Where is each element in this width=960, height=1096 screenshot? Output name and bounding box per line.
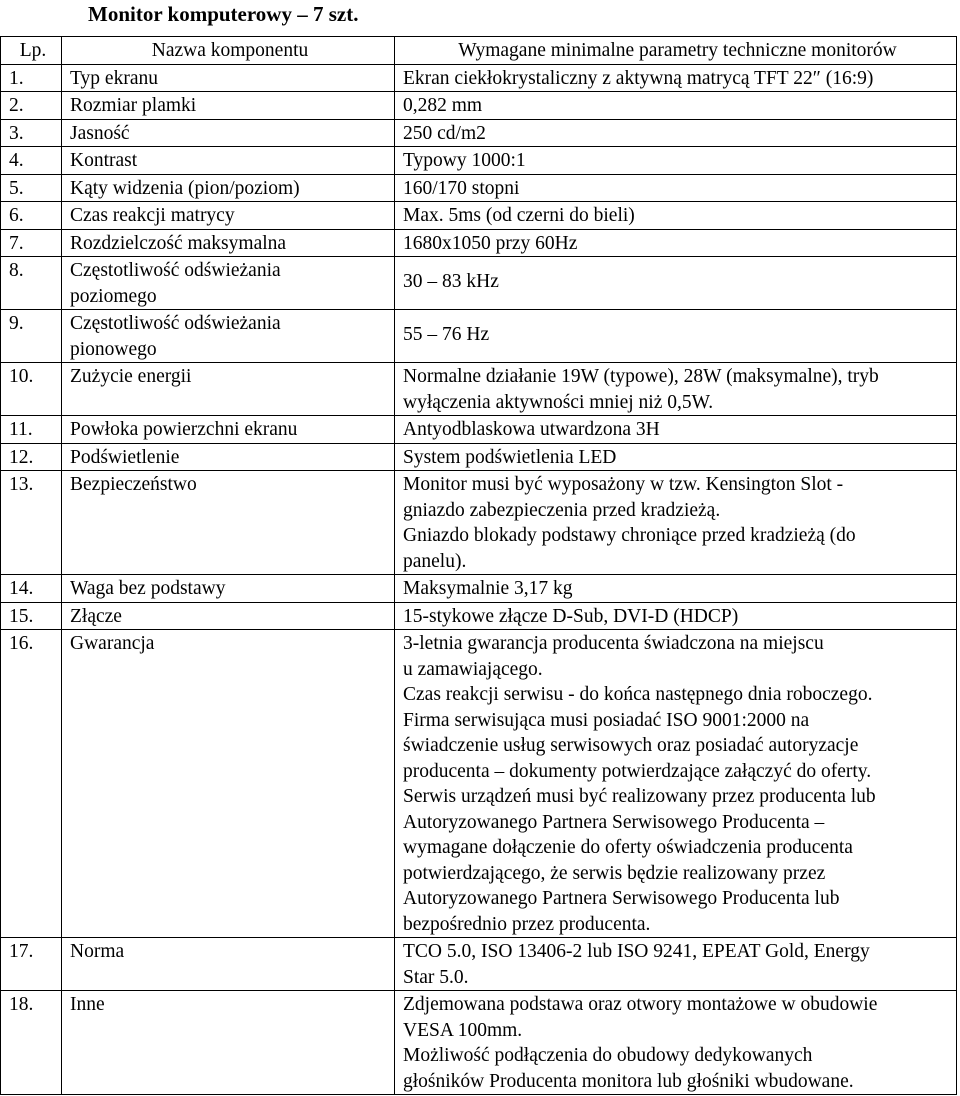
component-name bbox=[62, 229, 395, 257]
header-requirements: Wymagane minimalne parametry techniczne monitorów bbox=[395, 37, 957, 65]
requirement-value bbox=[395, 119, 957, 147]
component-name bbox=[62, 310, 395, 363]
row-number: 18. bbox=[1, 991, 62, 1095]
component-name-line: Kąty widzenia (pion/poziom) bbox=[70, 177, 300, 199]
table-row bbox=[1, 991, 957, 1095]
requirement-value-line: System podświetlenia LED bbox=[403, 446, 617, 468]
component-name bbox=[62, 64, 395, 92]
row-number: 16. bbox=[1, 630, 62, 938]
row-number: 14. bbox=[1, 575, 62, 603]
document-title: Monitor komputerowy – 7 szt. bbox=[88, 2, 359, 26]
requirement-value-line: producenta – dokumenty potwierdzające załączyć do oferty. bbox=[403, 760, 872, 782]
component-name bbox=[62, 471, 395, 575]
component-name bbox=[62, 416, 395, 444]
component-name bbox=[62, 119, 395, 147]
table-row bbox=[1, 257, 957, 310]
requirement-value bbox=[395, 938, 957, 991]
row-number: 13. bbox=[1, 471, 62, 575]
table-row bbox=[1, 575, 957, 603]
requirement-value-line: potwierdzającego, że serwis będzie realizowany przez bbox=[403, 862, 826, 884]
component-name bbox=[62, 630, 395, 938]
requirement-value-line: głośników Producenta monitora lub głośniki wbudowane. bbox=[403, 1070, 854, 1092]
requirement-value-line: 3-letnia gwarancja producenta świadczona na miejscu bbox=[403, 633, 824, 654]
requirement-value-line: świadczenie usług serwisowych oraz posiadać autoryzacje bbox=[403, 735, 859, 756]
row-number: 2. bbox=[1, 92, 62, 120]
requirement-value bbox=[395, 575, 957, 603]
requirement-value-line: Star 5.0. bbox=[403, 966, 469, 988]
table-row bbox=[1, 471, 957, 575]
table-row bbox=[1, 443, 957, 471]
requirement-value-line: 15-stykowe złącze D-Sub, DVI-D (HDCP) bbox=[403, 605, 739, 627]
component-name-line: Częstotliwość odświeżania bbox=[70, 260, 281, 281]
requirement-value bbox=[395, 363, 957, 416]
requirement-value-line: Firma serwisująca musi posiadać ISO 9001:2000 na bbox=[403, 709, 810, 731]
requirement-value-line: Zdjemowana podstawa oraz otwory montażowe w obudowie bbox=[403, 994, 878, 1015]
table-row bbox=[1, 602, 957, 630]
row-number: 15. bbox=[1, 602, 62, 630]
component-name bbox=[62, 575, 395, 603]
row-number: 17. bbox=[1, 938, 62, 991]
requirement-value-line: Gniazdo blokady podstawy chroniące przed kradzieżą (do bbox=[403, 525, 856, 546]
table-row bbox=[1, 174, 957, 202]
component-name-line: Podświetlenie bbox=[70, 446, 180, 468]
requirement-value bbox=[395, 229, 957, 257]
table-row bbox=[1, 630, 957, 938]
requirement-value-line: TCO 5.0, ISO 13406-2 lub ISO 9241, EPEAT Gold, Energy bbox=[403, 941, 870, 962]
requirement-value bbox=[395, 602, 957, 630]
component-name bbox=[62, 257, 395, 310]
table-row bbox=[1, 938, 957, 991]
component-name-line: Złącze bbox=[70, 605, 122, 627]
requirement-value bbox=[395, 471, 957, 575]
requirement-value-line: Monitor musi być wyposażony w tzw. Kensington Slot - bbox=[403, 474, 844, 495]
component-name bbox=[62, 602, 395, 630]
requirement-value bbox=[395, 257, 957, 310]
row-number: 3. bbox=[1, 119, 62, 147]
requirement-value-line: panelu). bbox=[403, 550, 467, 572]
component-name-line: Rozdzielczość maksymalna bbox=[70, 232, 287, 254]
component-name-line: Częstotliwość odświeżania bbox=[70, 313, 281, 334]
row-number: 12. bbox=[1, 443, 62, 471]
requirement-value-line: Normalne działanie 19W (typowe), 28W (maksymalne), tryb bbox=[403, 366, 879, 387]
requirement-value-line: 30 – 83 kHz bbox=[403, 271, 499, 292]
table-header-row bbox=[1, 37, 957, 65]
row-number: 11. bbox=[1, 416, 62, 444]
requirement-value-line: Autoryzowanego Partnera Serwisowego Producenta – bbox=[403, 811, 825, 833]
requirement-value bbox=[395, 147, 957, 175]
requirement-value-line: gniazdo zabezpieczenia przed kradzieżą. bbox=[403, 499, 721, 521]
requirement-value-line: Autoryzowanego Partnera Serwisowego Producenta lub bbox=[403, 888, 840, 909]
requirement-value-line: Antyodblaskowa utwardzona 3H bbox=[403, 419, 660, 440]
requirement-value bbox=[395, 416, 957, 444]
header-lp: Lp. bbox=[1, 37, 62, 65]
component-name-line: Jasność bbox=[70, 122, 130, 144]
requirement-value-line: Serwis urządzeń musi być realizowany przez producenta lub bbox=[403, 786, 876, 807]
requirement-value-line: wymagane dołączenie do oferty oświadczenia producenta bbox=[403, 837, 853, 858]
requirement-value bbox=[395, 630, 957, 938]
requirement-value-line: Możliwość podłączenia do obudowy dedykowanych bbox=[403, 1045, 813, 1066]
requirement-value-line: u zamawiającego. bbox=[403, 658, 543, 680]
requirement-value bbox=[395, 991, 957, 1095]
table-row bbox=[1, 147, 957, 175]
table-row bbox=[1, 310, 957, 363]
component-name-line: Rozmiar plamki bbox=[70, 95, 197, 116]
row-number: 6. bbox=[1, 202, 62, 230]
requirement-value-line: Ekran ciekłokrystaliczny z aktywną matrycą TFT 22″ (16:9) bbox=[403, 67, 874, 89]
requirement-value-line: 1680x1050 przy 60Hz bbox=[403, 232, 578, 254]
row-number: 7. bbox=[1, 229, 62, 257]
requirement-value bbox=[395, 64, 957, 92]
requirement-value-line: 55 – 76 Hz bbox=[403, 324, 490, 345]
requirement-value-line: 0,282 mm bbox=[403, 95, 483, 116]
requirement-value-line: Maksymalnie 3,17 kg bbox=[403, 578, 573, 599]
component-name-line: Typ ekranu bbox=[70, 67, 158, 89]
component-name-line: poziomego bbox=[70, 285, 157, 307]
requirement-value bbox=[395, 310, 957, 363]
requirement-value-line: 250 cd/m2 bbox=[403, 122, 486, 144]
row-number: 10. bbox=[1, 363, 62, 416]
row-number: 5. bbox=[1, 174, 62, 202]
component-name bbox=[62, 202, 395, 230]
row-number: 9. bbox=[1, 310, 62, 363]
table-row bbox=[1, 229, 957, 257]
component-name-line: Zużycie energii bbox=[70, 366, 192, 387]
row-number: 4. bbox=[1, 147, 62, 175]
spec-table-body bbox=[1, 37, 957, 1095]
requirement-value bbox=[395, 443, 957, 471]
component-name-line: Czas reakcji matrycy bbox=[70, 205, 235, 226]
component-name-line: Bezpieczeństwo bbox=[70, 474, 197, 495]
spec-table bbox=[0, 36, 957, 1095]
requirement-value-line: VESA 100mm. bbox=[403, 1019, 523, 1041]
table-row bbox=[1, 363, 957, 416]
component-name-line: Waga bez podstawy bbox=[70, 578, 226, 599]
component-name bbox=[62, 174, 395, 202]
requirement-value bbox=[395, 92, 957, 120]
component-name bbox=[62, 443, 395, 471]
table-row bbox=[1, 416, 957, 444]
component-name bbox=[62, 92, 395, 120]
component-name-line: Inne bbox=[70, 994, 105, 1015]
requirement-value-line: Typowy 1000:1 bbox=[403, 150, 526, 171]
table-row bbox=[1, 119, 957, 147]
requirement-value-line: Max. 5ms (od czerni do bieli) bbox=[403, 205, 635, 226]
component-name bbox=[62, 363, 395, 416]
row-number: 1. bbox=[1, 64, 62, 92]
table-row bbox=[1, 64, 957, 92]
component-name bbox=[62, 147, 395, 175]
component-name-line: Norma bbox=[70, 941, 125, 962]
component-name bbox=[62, 938, 395, 991]
header-component-name: Nazwa komponentu bbox=[62, 37, 395, 65]
requirement-value bbox=[395, 202, 957, 230]
requirement-value bbox=[395, 174, 957, 202]
table-row bbox=[1, 92, 957, 120]
component-name-line: Powłoka powierzchni ekranu bbox=[70, 419, 298, 440]
requirement-value-line: Czas reakcji serwisu - do końca następnego dnia roboczego. bbox=[403, 684, 873, 705]
component-name-line: pionowego bbox=[70, 338, 157, 360]
component-name-line: Kontrast bbox=[70, 150, 138, 171]
requirement-value-line: 160/170 stopni bbox=[403, 177, 520, 199]
component-name-line: Gwarancja bbox=[70, 633, 155, 654]
component-name bbox=[62, 991, 395, 1095]
requirement-value-line: bezpośrednio przez producenta. bbox=[403, 913, 651, 935]
table-row bbox=[1, 202, 957, 230]
requirement-value-line: wyłączenia aktywności mniej niż 0,5W. bbox=[403, 391, 714, 413]
row-number: 8. bbox=[1, 257, 62, 310]
